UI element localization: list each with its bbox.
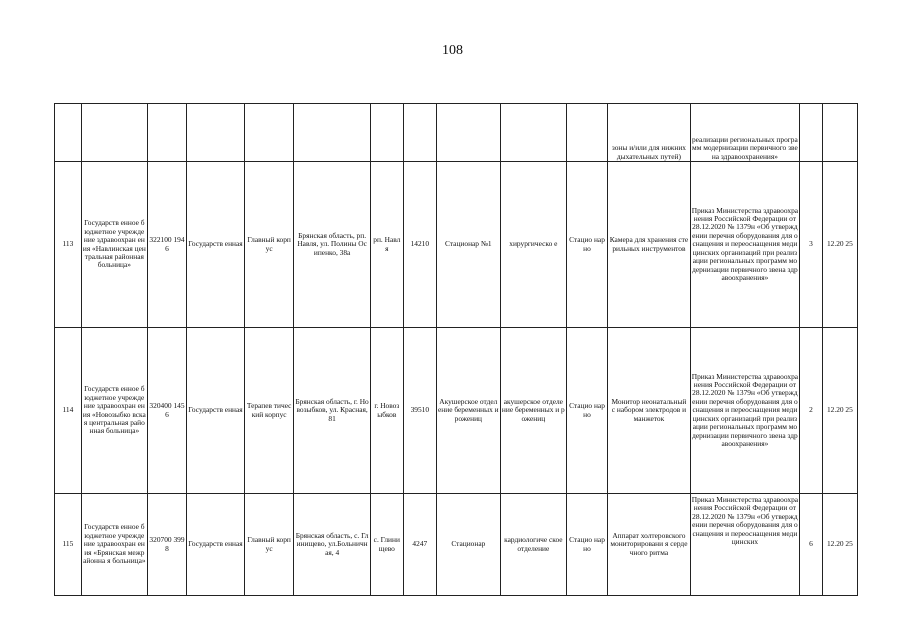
department-cell [500, 104, 566, 162]
deadline-cell: 12.20 25 [822, 328, 857, 494]
page-number: 108 [442, 43, 463, 58]
quantity-cell: 6 [800, 494, 823, 596]
organization-cell: Государств енное бюджетное учреждение здравоохран ения «Навлинская центральная районная больница» [81, 162, 147, 328]
address-cell: Брянская область, г. Новозыбков, ул. Красная, 81 [294, 328, 370, 494]
address-cell: Брянская область, рп. Навля, ул. Полины Осипенко, 38а [294, 162, 370, 328]
quantity-cell: 3 [800, 162, 823, 328]
quantity-cell [800, 104, 823, 162]
care-mode-cell [566, 104, 607, 162]
ownership-form-cell: Государств енная [187, 494, 245, 596]
code-cell [403, 104, 436, 162]
organization-cell: Государств енное бюджетное учреждение здравоохран ения «Новозыбко вская центральная районная больница» [81, 328, 147, 494]
row-number-cell: 115 [55, 494, 82, 596]
table-row [55, 104, 858, 162]
deadline-cell: 12.20 25 [822, 494, 857, 596]
ownership-form-cell: Государств енная [187, 328, 245, 494]
quantity-cell: 2 [800, 328, 823, 494]
equipment-cell: Монитор неонатальный с набором электродов и манжеток [608, 328, 691, 494]
locality-cell: с. Глини щево [370, 494, 403, 596]
deadline-cell: 12.20 25 [822, 162, 857, 328]
locality-cell [370, 104, 403, 162]
organization-cell [81, 104, 147, 162]
building-cell: Главный корпус [244, 494, 294, 596]
building-cell [244, 104, 294, 162]
locality-cell: г. Новоз ыбков [370, 328, 403, 494]
code-cell: 4247 [403, 494, 436, 596]
regulation-cell: Приказ Министерства здравоохранения Российской Федерации от 28.12.2020 № 1379н «Об утверждении перечня оборудования для оснащения и переоснащения медицинских организаций при реализации региональных программ модернизации первичного звена здравоохранения» [690, 162, 799, 328]
care-mode-cell: Стацио нарно [566, 328, 607, 494]
building-cell: Главный корпус [244, 162, 294, 328]
table-row [55, 328, 858, 494]
regulation-cell: Приказ Министерства здравоохранения Российской Федерации от 28.12.2020 № 1379н «Об утверждении перечня оборудования для оснащения и переоснащения медицинских организаций при реализации региональных программ модернизации первичного звена здравоохранения» [690, 328, 799, 494]
organization-cell: Государств енное бюджетное учреждение здравоохран ения «Брянская межрайонна я больница» [81, 494, 147, 596]
unit-cell [436, 104, 500, 162]
ogrn-cell: 320400 1456 [147, 328, 186, 494]
equipment-cell: Камера для хранения стерильных инструментов [608, 162, 691, 328]
unit-cell: Акушерское отделение беременных и рожениц [436, 328, 500, 494]
equipment-table [54, 103, 858, 596]
regulation-cell: реализации региональных программ модернизации первичного звена здравоохранения» [690, 104, 799, 162]
department-cell: кардиологиче ское отделение [500, 494, 566, 596]
ownership-form-cell [187, 104, 245, 162]
care-mode-cell: Стацио нарно [566, 494, 607, 596]
unit-cell: Стационар [436, 494, 500, 596]
table-row [55, 162, 858, 328]
equipment-cell: зоны и/или для нижних дыхательных путей) [608, 104, 691, 162]
locality-cell: рп. Навля [370, 162, 403, 328]
equipment-cell: Аппарат холтеровского мониторировани я сердечного ритма [608, 494, 691, 596]
building-cell: Терапев тический корпус [244, 328, 294, 494]
regulation-cell: Приказ Министерства здравоохранения Российской Федерации от 28.12.2020 № 1379н «Об утверждении перечня оборудования для оснащения и переоснащения медицинских [690, 494, 799, 596]
table-row [55, 494, 858, 596]
care-mode-cell: Стацио нарно [566, 162, 607, 328]
ogrn-cell: 322100 1946 [147, 162, 186, 328]
department-cell: акушерское отделение беременных и рожениц [500, 328, 566, 494]
ogrn-cell [147, 104, 186, 162]
department-cell: хирургическо е [500, 162, 566, 328]
ogrn-cell: 320700 3998 [147, 494, 186, 596]
unit-cell: Стационар №1 [436, 162, 500, 328]
row-number-cell: 113 [55, 162, 82, 328]
code-cell: 14210 [403, 162, 436, 328]
ownership-form-cell: Государств енная [187, 162, 245, 328]
deadline-cell [822, 104, 857, 162]
address-cell [294, 104, 370, 162]
row-number-cell [55, 104, 82, 162]
address-cell: Брянская область, с. Глинищево, ул.Больничная, 4 [294, 494, 370, 596]
row-number-cell: 114 [55, 328, 82, 494]
code-cell: 39510 [403, 328, 436, 494]
